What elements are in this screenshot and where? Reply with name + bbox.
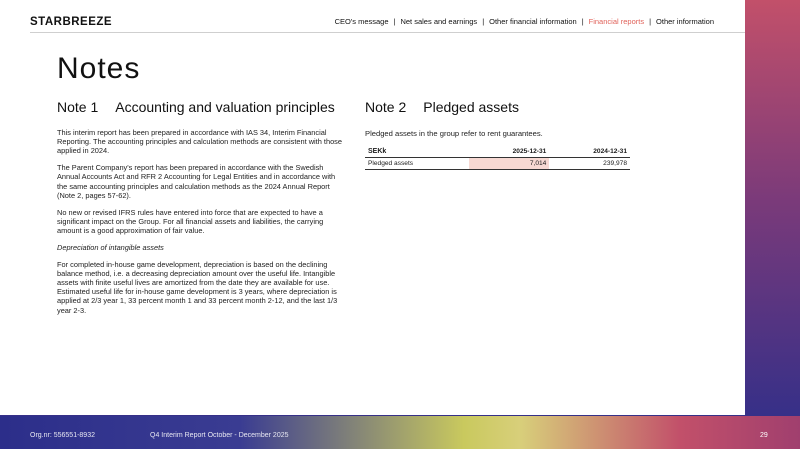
table-cell-2024: 239,978 (549, 158, 630, 170)
note2-title: Pledged assets (423, 99, 519, 115)
top-navigation (335, 17, 714, 26)
note1-title: Accounting and valuation principles (115, 99, 335, 115)
footer-org-nr: Org.nr: 556551-8932 (30, 432, 95, 439)
starbreeze-logo[interactable]: STARBREEZE (30, 16, 113, 28)
table-row (365, 158, 630, 170)
nav-separator: | (649, 17, 652, 26)
table-header-cell: 2024-12-31 (549, 146, 630, 158)
note1-number: Note 1 (57, 99, 99, 115)
nav-net-sales[interactable]: Net sales and earnings (400, 17, 478, 26)
note1-subheading: Depreciation of intangible assets (57, 242, 164, 252)
note1-body (57, 128, 347, 322)
note1-paragraph: The Parent Company's report has been prepared in accordance with the Swedish Annual Accounts Act and RFR 2 Accounting for Legal Entities and in accordance with the same accounting principles and calculation methods as the 2024 Annual Report (Note 2, pages 57-62). (57, 163, 336, 200)
table-cell-2025: 7,014 (469, 158, 550, 170)
table-row-label: Pledged assets (365, 158, 469, 170)
nav-other-information[interactable]: Other information (656, 17, 714, 26)
note2-intro: Pledged assets in the group refer to rent guarantees. (365, 129, 543, 138)
header-divider (30, 32, 745, 33)
table-header-cell: 2025-12-31 (469, 146, 550, 158)
note2-heading (365, 99, 519, 115)
page-title: Notes (57, 52, 141, 85)
note1-heading (57, 99, 335, 115)
pledged-assets-table (365, 146, 630, 170)
nav-separator: | (581, 17, 584, 26)
nav-ceo-message[interactable]: CEO's message (334, 17, 389, 26)
note1-paragraph: For completed in-house game development, depreciation is based on the declining balance method, i.e. a decreasing depreciation amount over the useful life. Intangible assets with finite useful lives are amortized from the date they are available for use. Estimated useful life for in-house game development is 3 years, where depreciation is applied at 2/3 year 1, 33 percent month 1 and 33 percent month 2-12, and the last 1/3 year 2-3. (57, 259, 338, 315)
footer-page-number: 29 (760, 432, 768, 439)
footer-band (0, 416, 800, 449)
nav-financial-reports[interactable]: Financial reports (588, 17, 645, 26)
note1-paragraph: This interim report has been prepared in accordance with IAS 34, Interim Financial Reporting. The accounting principles and calculation methods are consistent with those applied in 2024. (57, 128, 342, 156)
table-header-cell: SEKk (365, 146, 469, 158)
note2-number: Note 2 (365, 99, 407, 115)
nav-separator: | (393, 17, 396, 26)
footer-report-name: Q4 Interim Report October - December 2025 (150, 432, 289, 439)
note1-paragraph: No new or revised IFRS rules have entered into force that are expected to have a significant impact on the Group. For all financial assets and liabilities, the carrying amount is a good approximation of fair value. (57, 207, 324, 236)
nav-separator: | (482, 17, 485, 26)
nav-other-financial[interactable]: Other financial information (489, 17, 577, 26)
table-header-row (365, 146, 630, 158)
